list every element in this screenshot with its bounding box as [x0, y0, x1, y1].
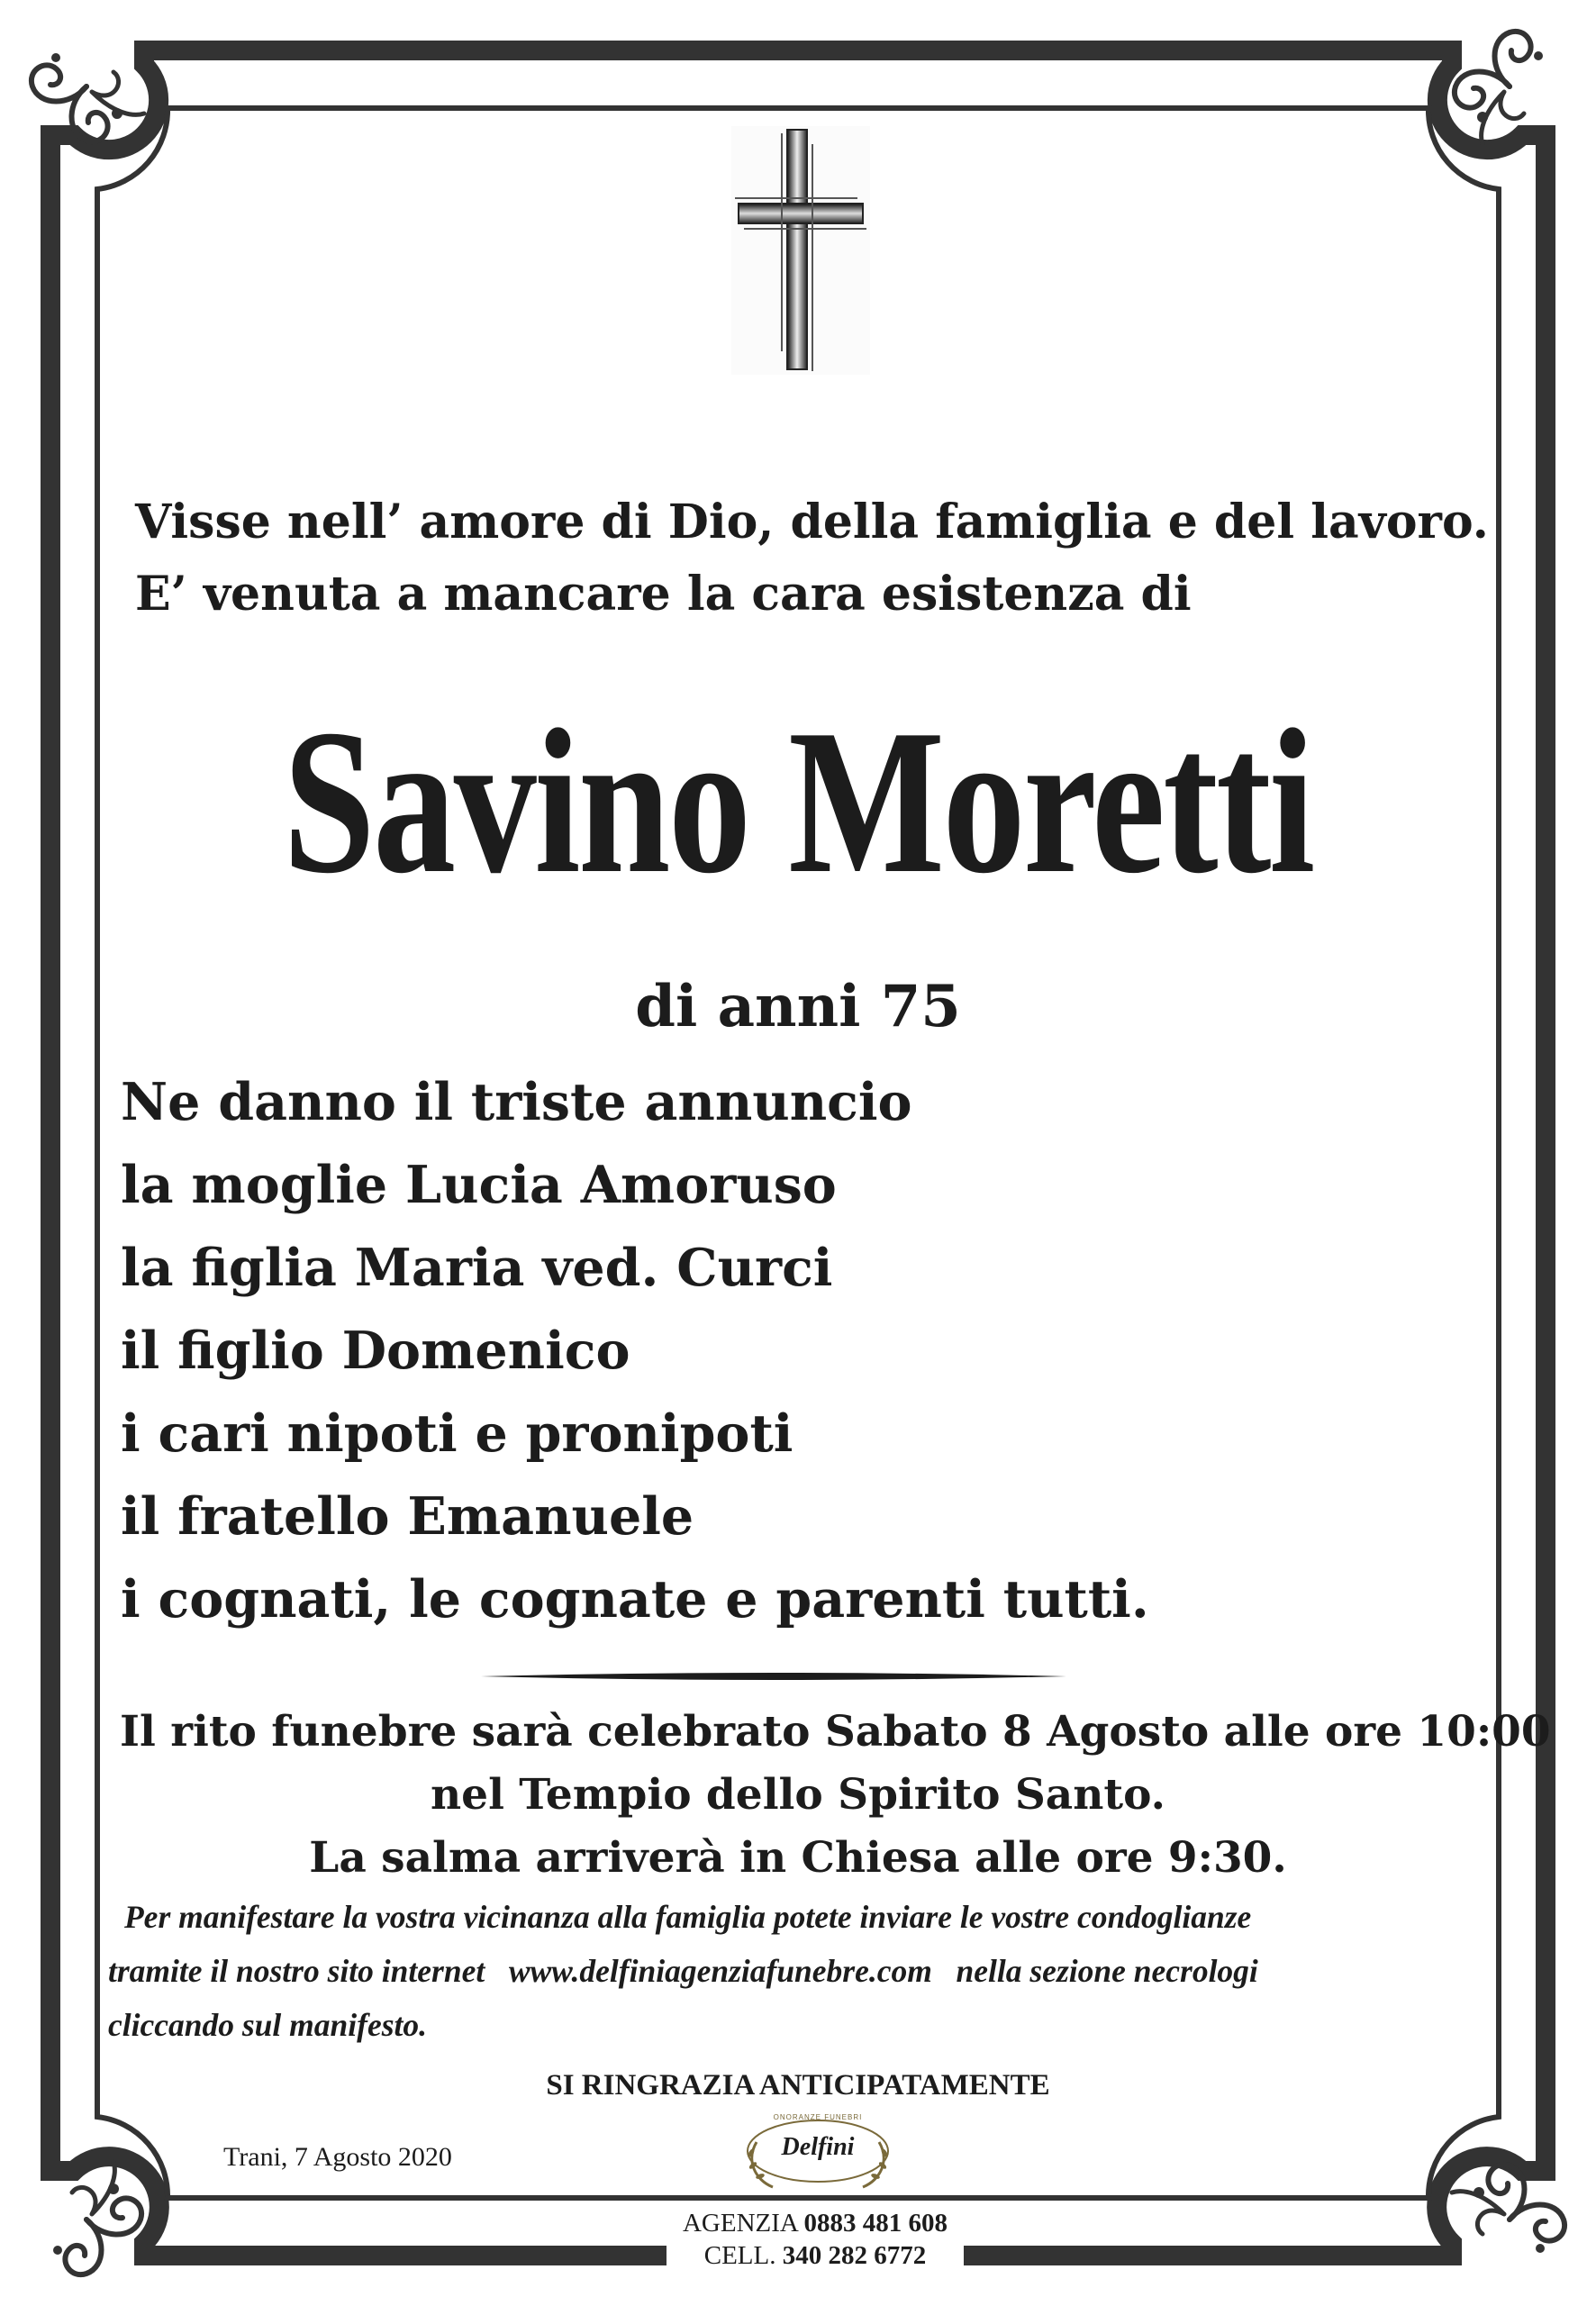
intro-line-1: Visse nell’ amore di Dio, della famiglia e del lavoro. — [135, 495, 1489, 549]
cross-icon — [731, 126, 870, 375]
family-announcement — [121, 1061, 1472, 1641]
condolences-text: nella sezione necrologi — [956, 1953, 1258, 1989]
cell-phone-line — [667, 2239, 964, 2272]
condolences-line-3: cliccando sul manifesto. — [108, 2007, 428, 2043]
intro-line-2: E’ venuta a mancare la cara esistenza di — [135, 567, 1192, 622]
condolences-text: tramite il nostro sito internet — [108, 1953, 485, 1989]
agency-label: AGENZIA — [682, 2209, 798, 2238]
agency-logo — [737, 2106, 899, 2196]
deceased-name: Savino Moretti — [283, 686, 1313, 916]
logo-subtitle: ONORANZE FUNEBRI — [773, 2113, 863, 2121]
agency-contacts — [667, 2207, 964, 2272]
website-link[interactable]: www.delfiniagenziafunebre.com — [508, 1953, 932, 1989]
condolences-note — [108, 1890, 1513, 2052]
family-line: la moglie Lucia Amoruso — [121, 1155, 837, 1215]
family-line: la figlia Maria ved. Curci — [121, 1238, 833, 1298]
intro-text — [135, 486, 1504, 631]
funeral-rite — [0, 1701, 1596, 1890]
family-line: i cari nipoti e pronipoti — [121, 1403, 793, 1464]
thanks-text: SI RINGRAZIA ANTICIPATAMENTE — [546, 2069, 1050, 2102]
condolences-line-2 — [108, 1944, 1513, 1998]
rite-line-3: La salma arriverà in Chiesa alle ore 9:30. — [309, 1833, 1287, 1883]
cell-phone[interactable]: 340 282 6772 — [782, 2241, 927, 2270]
logo-name: Delfini — [781, 2133, 855, 2161]
family-line: Ne danno il triste annuncio — [121, 1072, 912, 1132]
deceased-age: di anni 75 — [635, 973, 961, 1040]
family-line: i cognati, le cognate e parenti tutti. — [121, 1569, 1149, 1630]
agency-phone-line — [667, 2207, 964, 2239]
place-date: Trani, 7 Agosto 2020 — [223, 2142, 452, 2172]
family-line: il figlio Domenico — [121, 1321, 630, 1381]
agency-phone[interactable]: 0883 481 608 — [803, 2209, 948, 2238]
rite-line-1: Il rito funebre sarà celebrato Sabato 8 Agosto alle ore 10:00 — [120, 1707, 1551, 1757]
cell-label: CELL. — [703, 2241, 776, 2270]
rite-line-2: nel Tempio dello Spirito Santo. — [431, 1770, 1165, 1820]
family-line: il fratello Emanuele — [121, 1486, 694, 1547]
condolences-line-1: Per manifestare la vostra vicinanza alla famiglia potete inviare le vostre condoglianze — [124, 1899, 1252, 1935]
divider — [481, 1671, 1066, 1682]
